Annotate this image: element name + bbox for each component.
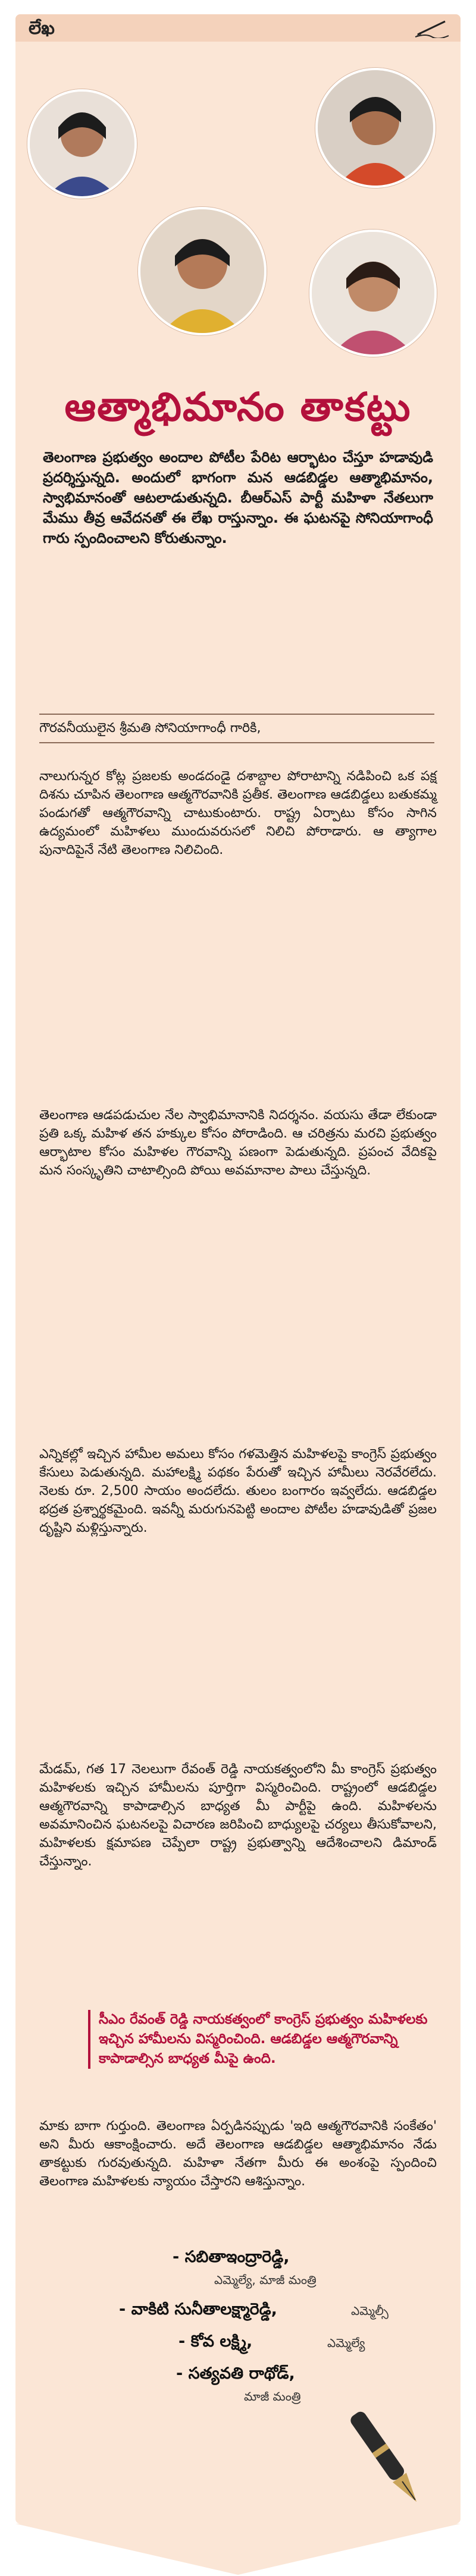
- body-paragraph-3: ఎన్నికల్లో ఇచ్చిన హామీల అమలు కోసం గళమెత్తిన మహిళలపై కాంగ్రెస్ ప్రభుత్వం కేసులు పెడుతున్నది. మహాలక్ష్మి పథకం పేరుతో ఇచ్చిన హామీలు నెరవేరలేదు. నెలకు రూ. 2,500 సాయం అందలేదు. తులం బంగారం ఇవ్వలేదు. ఆడబిడ్డల భద్రత ప్రశ్నార్థకమైంది. ఇవన్నీ మరుగునపెట్టి అందాల పోటీల హడావుడితో ప్రజల దృష్టిని మళ్లిస్తున్నారు.: [39, 1447, 437, 1535]
- signature-name: - వాకిటి సునీతాలక్ష్మారెడ్డి,: [119, 2300, 277, 2319]
- pull-quote: సీఎం రేవంత్ రెడ్డి నాయకత్వంలో కాంగ్రెస్ ప్రభుత్వం మహిళలకు ఇచ్చిన హామీలను విస్మరించింది. ఆడబిడ్డల ఆత్మగౌరవాన్ని కాపాడాల్సిన బాధ్యత మీపై ఉంది.: [88, 2010, 432, 2069]
- photo-satyavathi: [315, 68, 436, 188]
- signature-name: - కోవ లక్ష్మి,: [178, 2332, 253, 2351]
- article-panel-point: [15, 2524, 461, 2575]
- headline: ఆత్మాభిమానం తాకట్టు: [64, 384, 412, 430]
- body-paragraph-1: నాలుగున్నర కోట్ల ప్రజలకు అండదండై దశాబ్దాల పోరాటాన్ని నడిపించి ఒక పక్ష దిశను చూపిన తెలంగాణ ఆత్మగౌరవానికి ప్రతీక. తెలంగాణ ఆడబిడ్డలు బతుకమ్మ పండుగతో ఆత్మగౌరవాన్ని చాటుకుంటారు. రాష్ట్ర ఏర్పాటు కోసం సాగిన ఉద్యమంలో మహిళలు ముందువరుసలో నిలిచి పోరాడారు. ఆ త్యాగాల పునాదిపైనే నేటి తెలంగాణ నిలిచింది.: [39, 769, 437, 857]
- pen-icon: [414, 18, 450, 38]
- photo-sunitha-laxma-reddy: [138, 207, 267, 335]
- body-paragraph-2: తెలంగాణ ఆడపడుచుల నేల స్వాభిమానానికి నిదర్శనం. వయసు తేడా లేకుండా ప్రతి ఒక్క మహిళ తన హక్కుల కోసం పోరాడింది. ఆ చరిత్రను మరచి ప్రభుత్వం ఆర్భాటాల కోసం మహిళల గౌరవాన్ని పణంగా పెడుతున్నది. ప్రపంచ వేదికపై మన సంస్కృతిని చాటాల్సింది పోయి అవమానాల పాలు చేస్తున్నది.: [39, 1108, 437, 1178]
- photo-sabitha: [27, 89, 137, 199]
- signature-role: ఎమ్మెల్యే, మాజీ మంత్రి: [214, 2273, 317, 2287]
- salutation: గౌరవనీయులైన శ్రీమతి సోనియాగాంధీ గారికి,: [39, 714, 434, 743]
- signature-role: ఎమ్మెల్యే: [327, 2336, 365, 2350]
- fountain-pen-icon: [333, 2408, 452, 2527]
- column-header: [15, 14, 461, 42]
- body-paragraph-4: మేడమ్, గత 17 నెలలుగా రేవంత్ రెడ్డి నాయకత్వంలోని మీ కాంగ్రెస్ ప్రభుత్వం మహిళలకు ఇచ్చిన హామీలను పూర్తిగా విస్మరించింది. రాష్ట్రంలో ఆడబిడ్డల ఆత్మగౌరవాన్ని కాపాడాల్సిన బాధ్యత మీ పార్టీపై ఉంది. మహిళలను అవమానించిన ఘటనలపై విచారణ జరిపించి బాధ్యులపై చర్యలు తీసుకోవాలని, మహిళలకు క్షమాపణ చెప్పేలా రాష్ట్ర ప్రభుత్వాన్ని ఆదేశించాలని డిమాండ్ చేస్తున్నాం.: [39, 1762, 437, 1869]
- signature-name: - సత్యవతి రాథోడ్,: [176, 2364, 295, 2383]
- signature-name: - సబితాఇంద్రారెడ్డి,: [173, 2248, 290, 2266]
- column-title: లేఖ: [29, 18, 55, 39]
- signature-role: ఎమ్మెల్సీ: [351, 2304, 389, 2318]
- body-paragraph-5: మాకు బాగా గుర్తుంది. తెలంగాణ ఏర్పడినప్పుడు 'ఇది ఆత్మగౌరవానికి సంకేతం' అని మీరు ఆకాంక్షించారు. అదే తెలంగాణ ఆడబిడ్డల ఆత్మాభిమానం నేడు తాకట్టుకు గురవుతున్నది. మహిళా నేతగా మీరు ఈ అంశంపై స్పందించి తెలంగాణ మహిళలకు న్యాయం చేస్తారని ఆశిస్తున్నాం.: [39, 2119, 437, 2189]
- lead-paragraph: తెలంగాణ ప్రభుత్వం అందాల పోటీల పేరిట ఆర్భాటం చేస్తూ హడావుడి ప్రదర్శిస్తున్నది. అందులో భాగంగా మన ఆడబిడ్డల ఆత్మాభిమానం, స్వాభిమానంతో ఆటలాడుతున్నది. బీఆర్ఎస్ పార్టీ మహిళా నేతలుగా మేము తీవ్ర ఆవేదనతో ఈ లేఖ రాస్తున్నాం. ఈ ఘటనపై సోనియాగాంధీ గారు స్పందించాలని కోరుతున్నాం.: [43, 449, 433, 546]
- photo-kova-lakshmi: [309, 230, 437, 357]
- signature-role: మాజీ మంత్రి: [244, 2389, 301, 2404]
